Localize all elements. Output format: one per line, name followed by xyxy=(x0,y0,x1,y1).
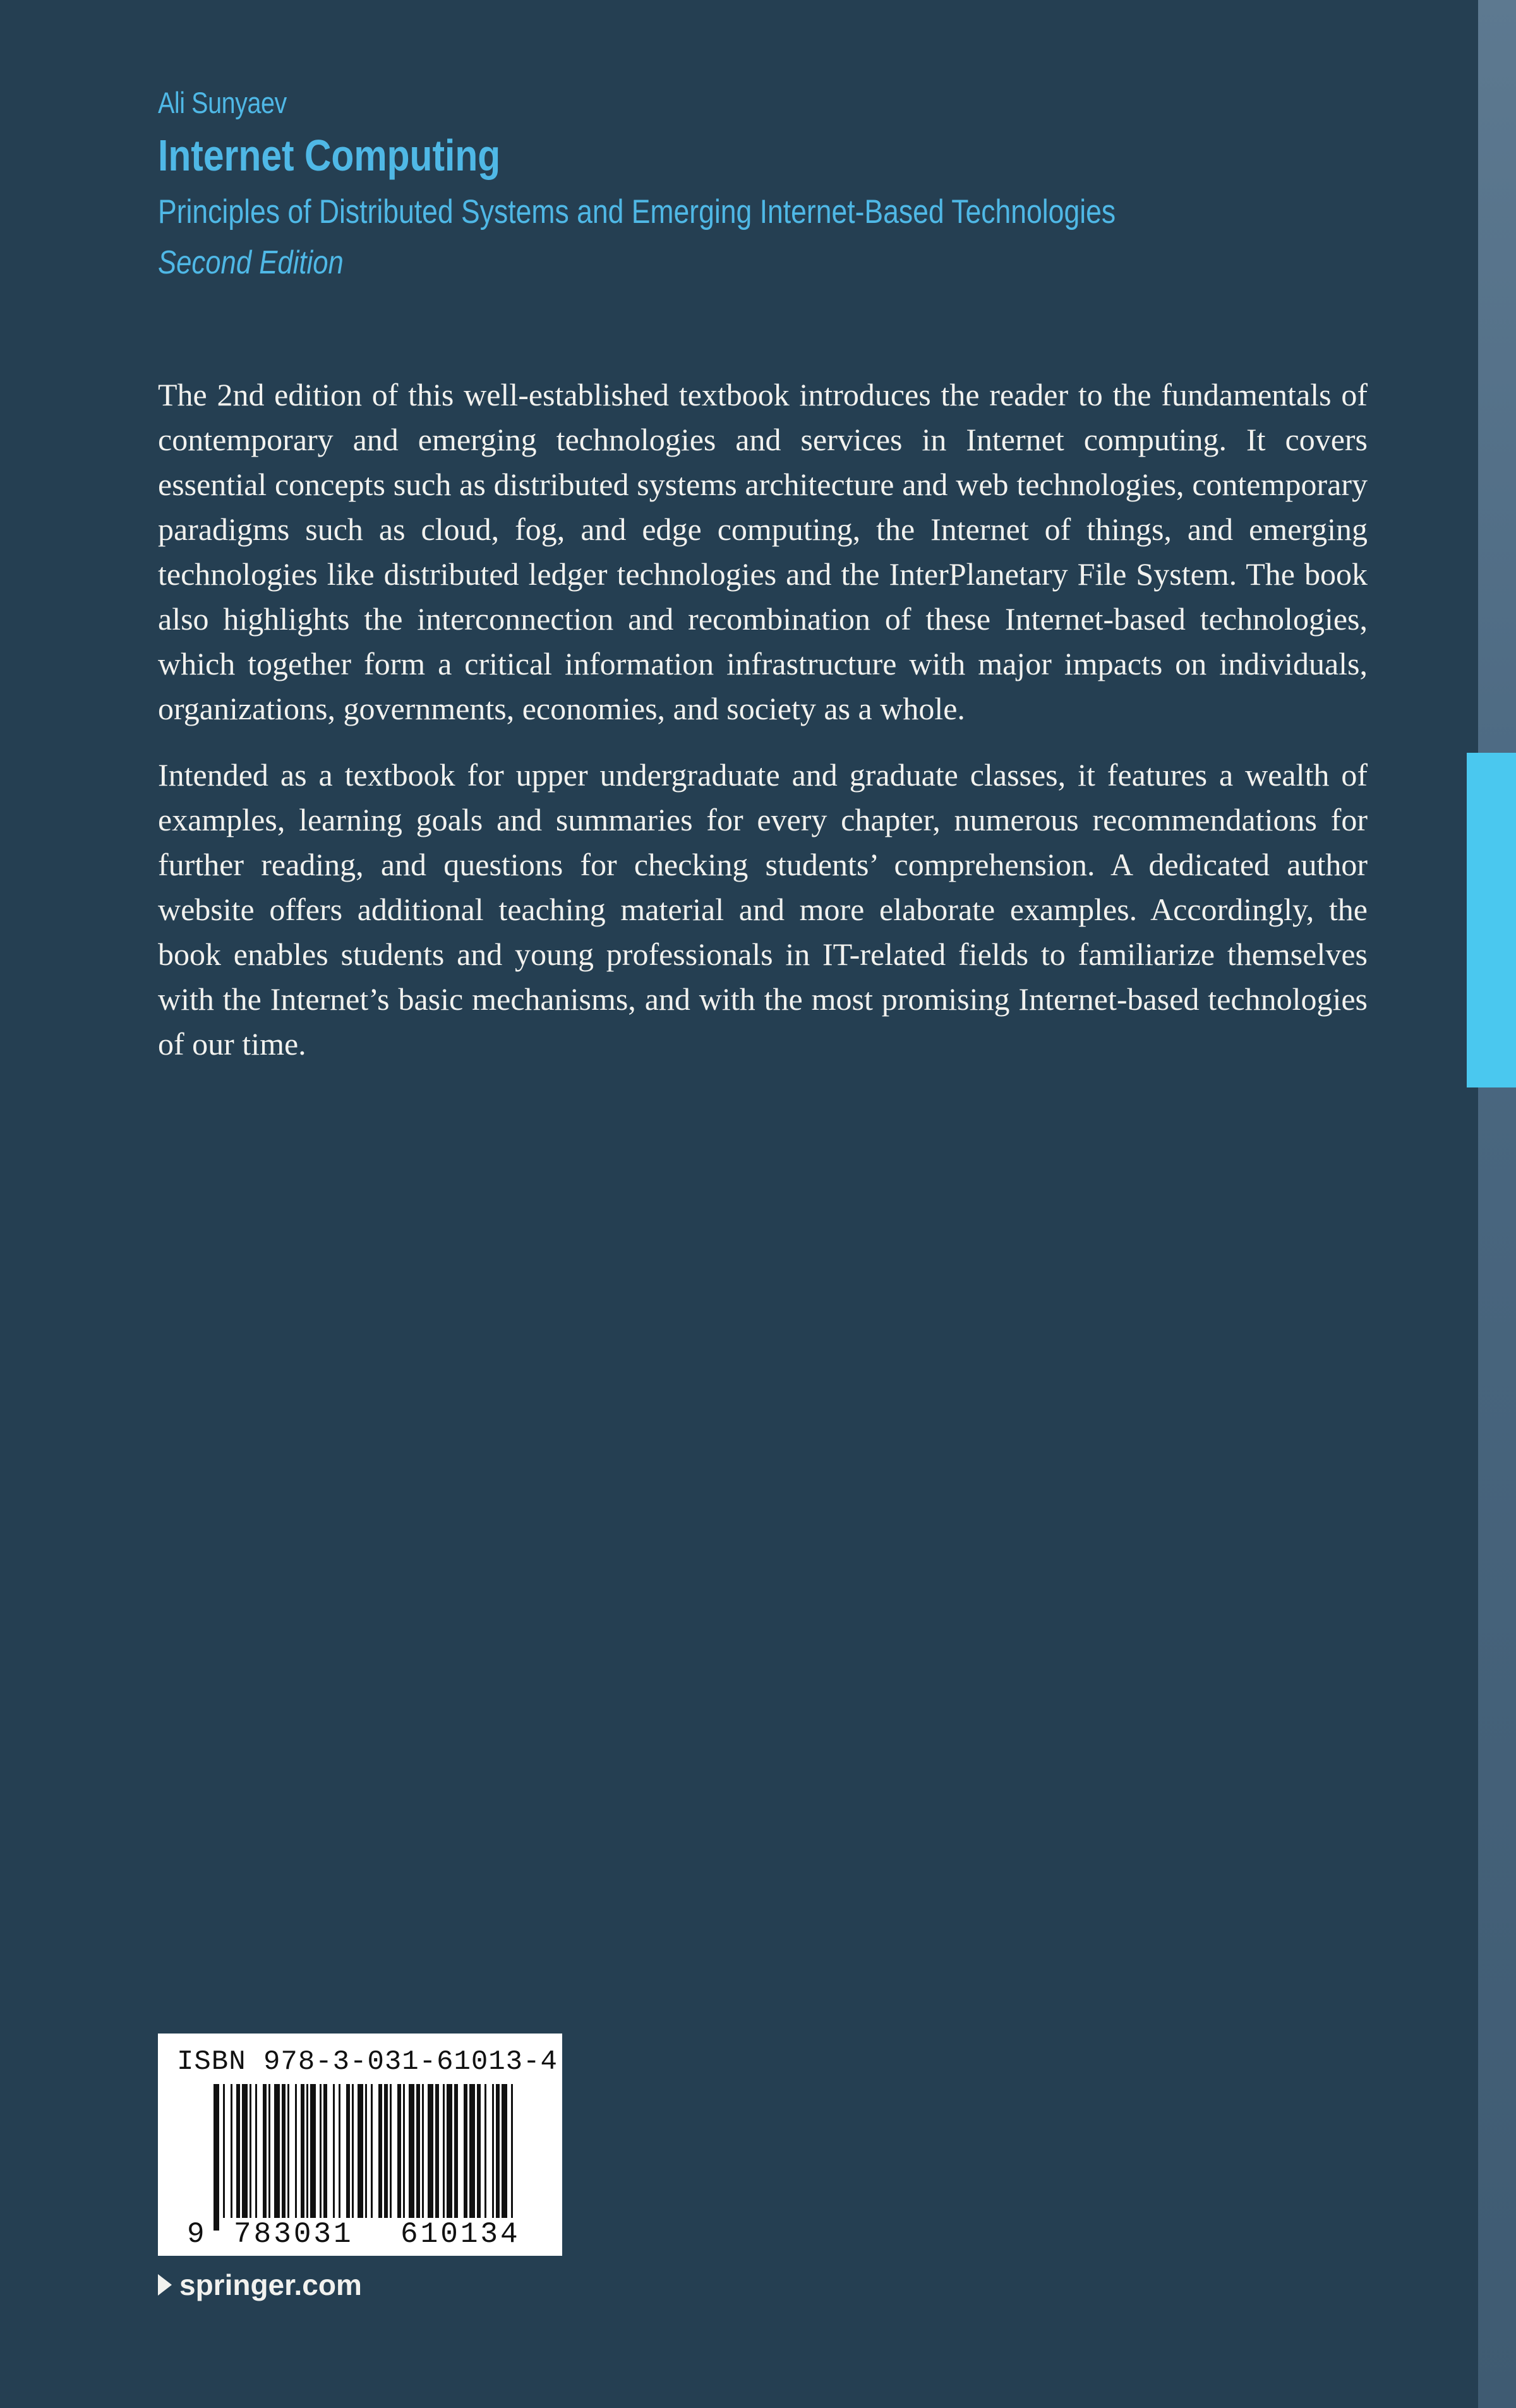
book-edition: Second Edition xyxy=(158,244,344,281)
barcode-bar xyxy=(323,2084,327,2218)
barcode-bar xyxy=(447,2084,452,2218)
barcode-bar xyxy=(464,2084,467,2218)
barcode-bar xyxy=(320,2084,322,2218)
barcode-bar xyxy=(443,2084,445,2218)
book-spine-edge xyxy=(1478,0,1516,2408)
publisher-link[interactable] xyxy=(158,2266,362,2304)
barcode-bar xyxy=(477,2084,481,2218)
play-arrow-icon xyxy=(158,2274,172,2296)
barcode-bar xyxy=(310,2084,316,2218)
publisher-website: springer.com xyxy=(179,2268,362,2301)
barcode-bar xyxy=(511,2084,513,2231)
barcode-bar xyxy=(492,2084,494,2218)
isbn-label: ISBN 978-3-031-61013-4 xyxy=(177,2046,558,2078)
barcode-bar xyxy=(358,2084,363,2218)
barcode-bar xyxy=(346,2084,350,2218)
barcode-bar xyxy=(422,2084,424,2218)
barcode-bar xyxy=(263,2084,267,2218)
barcode-bar xyxy=(242,2084,248,2218)
barcode-bar xyxy=(352,2084,354,2231)
barcode-bar xyxy=(301,2084,304,2218)
barcode-bar xyxy=(384,2084,388,2218)
barcode-bar xyxy=(454,2084,458,2218)
barcode-bar xyxy=(435,2084,439,2218)
barcode-bar xyxy=(365,2084,367,2218)
barcode-bar xyxy=(223,2084,225,2218)
barcode-bar xyxy=(250,2084,251,2218)
barcode-bar xyxy=(428,2084,433,2218)
barcode-bar xyxy=(409,2084,414,2218)
barcode-bar xyxy=(255,2084,257,2218)
barcode-bar xyxy=(268,2084,270,2218)
author-name: Ali Sunyaev xyxy=(158,86,287,119)
barcode-bar xyxy=(502,2084,507,2218)
barcode-digits xyxy=(158,2218,562,2251)
barcode-bar xyxy=(295,2084,297,2218)
book-title: Internet Computing xyxy=(158,131,501,180)
barcode-bar xyxy=(306,2084,308,2218)
barcode-bar xyxy=(231,2084,232,2218)
book-header xyxy=(158,81,1358,288)
barcode-left-digits: 783031 xyxy=(234,2218,354,2251)
book-subtitle: Principles of Distributed Systems and Emerging Internet-Based Technologies xyxy=(158,193,1116,231)
barcode-bar xyxy=(397,2084,401,2218)
spine-accent-stripe xyxy=(1467,753,1516,1087)
isbn-barcode xyxy=(158,2034,562,2256)
barcode-bar xyxy=(371,2084,373,2218)
barcode-right-digits: 610134 xyxy=(400,2218,520,2251)
barcode-bar xyxy=(274,2084,280,2218)
barcode-bar xyxy=(390,2084,392,2218)
barcode-bar xyxy=(496,2084,500,2218)
barcode-bar xyxy=(416,2084,420,2218)
barcode-bar xyxy=(469,2084,475,2218)
barcode-bar xyxy=(378,2084,382,2218)
barcode-first-digit: 9 xyxy=(187,2218,205,2251)
barcode-bar xyxy=(403,2084,405,2218)
barcode-bar xyxy=(333,2084,335,2218)
barcode-bar xyxy=(287,2084,289,2218)
barcode-bar xyxy=(339,2084,340,2218)
barcode-bar xyxy=(214,2084,219,2231)
book-description xyxy=(158,373,1368,1088)
barcode-bar xyxy=(282,2084,286,2218)
description-paragraph-2: Intended as a textbook for upper undergraduate and graduate classes, it features a wealth of examples, learning goals and summaries for every chapter, numerous recommendations for further reading, and questions for checking students’ comprehension. A dedicated author website offers additional teaching material and more elaborate examples. Accordingly, the book enables students and young professionals in IT-related fields to familiarize themselves with the Internet’s basic mechanisms, and with the most promising Internet-based technologies of our time. xyxy=(158,757,1368,1062)
description-paragraph-1: The 2nd edition of this well-established textbook introduces the reader to the fundamentals of contemporary and emerging technologies and services in Internet computing. It covers essential concepts such as distributed systems architecture and web technologies, contemporary paradigms such as cloud, fog, and edge computing, the Internet of things, and emerging technologies like distributed ledger technologies and the InterPlanetary File System. The book also highlights the interconnection and recombination of these Internet-based technologies, which together form a critical information infrastructure with major impacts on individuals, organizations, governments, economies, and society as a whole. xyxy=(158,377,1368,726)
barcode-bar xyxy=(236,2084,240,2218)
barcode-bar xyxy=(484,2084,486,2218)
